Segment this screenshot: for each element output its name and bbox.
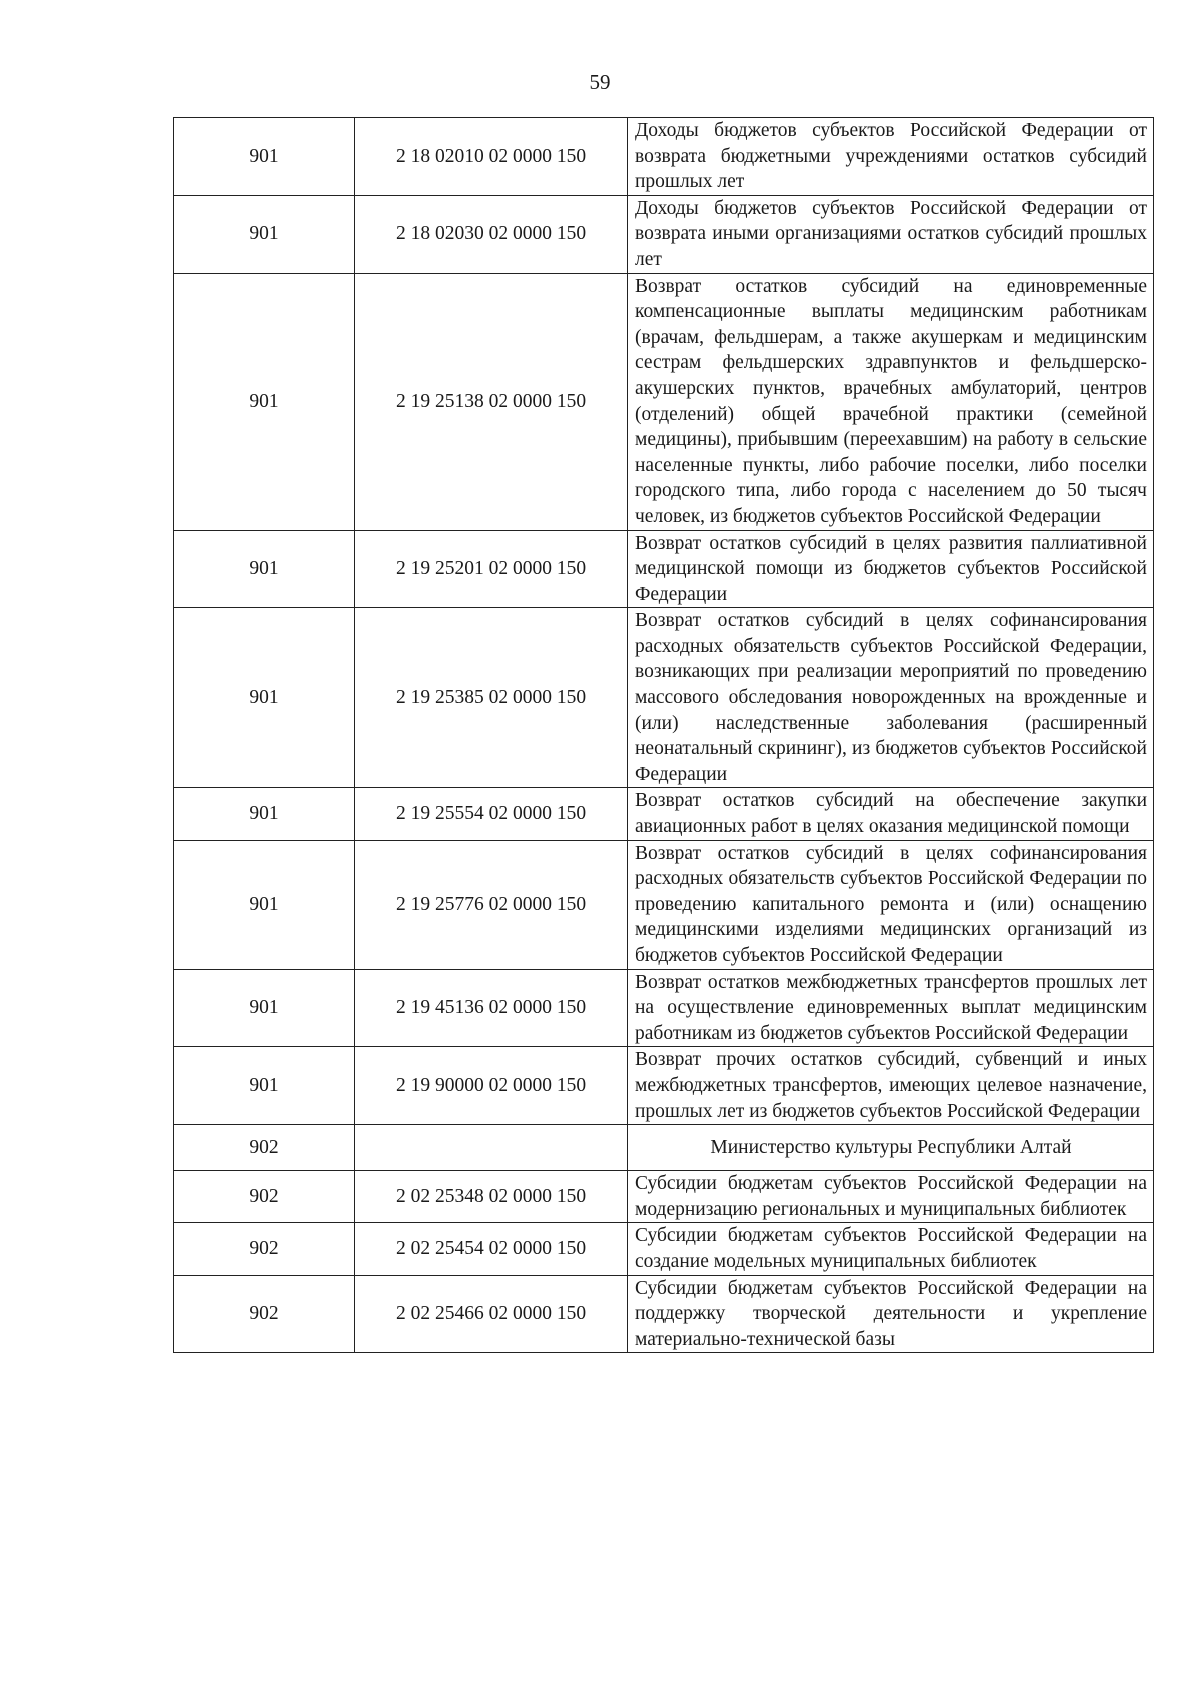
revenue-name-cell: Субсидии бюджетам субъектов Российской Федерации на создание модельных муниципальных библиотек [628, 1223, 1154, 1275]
table-row [174, 840, 1154, 969]
admin-code-cell: 901 [174, 840, 355, 969]
revenue-name-cell: Возврат прочих остатков субсидий, субвенций и иных межбюджетных трансфертов, имеющих целевое назначение, прошлых лет из бюджетов субъектов Российской Федерации [628, 1047, 1154, 1125]
table-row [174, 1223, 1154, 1275]
budget-code-cell: 2 02 25348 02 0000 150 [355, 1171, 628, 1223]
revenue-name-cell: Возврат остатков субсидий в целях софинансирования расходных обязательств субъектов Российской Федерации, возникающих при реализации мероприятий по проведению массового обследования новорожденных на врожденные и (или) наследственные заболевания (расширенный неонатальный скрининг), из бюджетов субъектов Российской Федерации [628, 608, 1154, 788]
section-heading-cell: Министерство культуры Республики Алтай [628, 1125, 1154, 1171]
page-number: 59 [589, 70, 611, 94]
budget-code-cell: 2 18 02030 02 0000 150 [355, 195, 628, 273]
table-row [174, 969, 1154, 1047]
revenue-name-cell: Доходы бюджетов субъектов Российской Федерации от возврата иными организациями остатков субсидий прошлых лет [628, 195, 1154, 273]
table-row [174, 118, 1154, 196]
admin-code-cell: 901 [174, 788, 355, 840]
budget-code-cell: 2 19 25201 02 0000 150 [355, 530, 628, 608]
admin-code-cell: 902 [174, 1125, 355, 1171]
budget-code-cell [355, 1125, 628, 1171]
admin-code-cell: 902 [174, 1275, 355, 1352]
table-row [174, 608, 1154, 788]
budget-code-cell: 2 19 25385 02 0000 150 [355, 608, 628, 788]
revenue-name-cell: Возврат остатков субсидий на обеспечение закупки авиационных работ в целях оказания медицинской помощи [628, 788, 1154, 840]
table-row [174, 195, 1154, 273]
admin-code-cell: 901 [174, 1047, 355, 1125]
revenue-name-cell: Субсидии бюджетам субъектов Российской Федерации на модернизацию региональных и муниципальных библиотек [628, 1171, 1154, 1223]
budget-code-cell: 2 18 02010 02 0000 150 [355, 118, 628, 196]
revenue-name-cell: Возврат остатков субсидий в целях софинансирования расходных обязательств субъектов Российской Федерации по проведению капитального ремонта и (или) оснащению медицинскими изделиями медицинских организаций из бюджетов субъектов Российской Федерации [628, 840, 1154, 969]
revenue-name-cell: Возврат остатков субсидий в целях развития паллиативной медицинской помощи из бюджетов субъектов Российской Федерации [628, 530, 1154, 608]
table-row [174, 273, 1154, 530]
admin-code-cell: 901 [174, 530, 355, 608]
budget-code-cell: 2 19 25776 02 0000 150 [355, 840, 628, 969]
table-row [174, 1125, 1154, 1171]
admin-code-cell: 901 [174, 969, 355, 1047]
admin-code-cell: 901 [174, 608, 355, 788]
budget-code-cell: 2 19 25138 02 0000 150 [355, 273, 628, 530]
admin-code-cell: 902 [174, 1223, 355, 1275]
budget-code-cell: 2 19 25554 02 0000 150 [355, 788, 628, 840]
admin-code-cell: 901 [174, 273, 355, 530]
budget-code-cell: 2 19 45136 02 0000 150 [355, 969, 628, 1047]
revenue-name-cell [628, 1275, 1154, 1352]
revenue-name-cell: Возврат остатков субсидий на единовременные компенсационные выплаты медицинским работникам (врачам, фельдшерам, а также акушеркам и медицинским сестрам фельдшерских здравпунктов и фельдшерско-акушерских пунктов, врачебных амбулаторий, центров (отделений) общей врачебной практики (семейной медицины), прибывшим (переехавшим) на работу в сельские населенные пункты, либо рабочие поселки, либо поселки городского типа, либо города с населением до 50 тысяч человек, из бюджетов субъектов Российской Федерации [628, 273, 1154, 530]
revenue-name-text: Субсидии бюджетам субъектов Российской Федерации на поддержку творческой деятельности и укрепление материально-технической базы [635, 1277, 1147, 1350]
admin-code-cell: 901 [174, 118, 355, 196]
table-row [174, 788, 1154, 840]
admin-code-cell: 901 [174, 195, 355, 273]
table-row [174, 1047, 1154, 1125]
budget-code-cell: 2 02 25454 02 0000 150 [355, 1223, 628, 1275]
admin-code-cell: 902 [174, 1171, 355, 1223]
revenue-name-cell: Доходы бюджетов субъектов Российской Федерации от возврата бюджетными учреждениями остатков субсидий прошлых лет [628, 118, 1154, 196]
budget-codes-table [173, 117, 1154, 1353]
budget-code-cell: 2 19 90000 02 0000 150 [355, 1047, 628, 1125]
table-row [174, 1275, 1154, 1352]
table-row [174, 1171, 1154, 1223]
table-row [174, 530, 1154, 608]
budget-code-cell: 2 02 25466 02 0000 150 [355, 1275, 628, 1352]
table-body [174, 118, 1154, 1353]
revenue-name-cell: Возврат остатков межбюджетных трансфертов прошлых лет на осуществление единовременных выплат медицинским работникам из бюджетов субъектов Российской Федерации [628, 969, 1154, 1047]
